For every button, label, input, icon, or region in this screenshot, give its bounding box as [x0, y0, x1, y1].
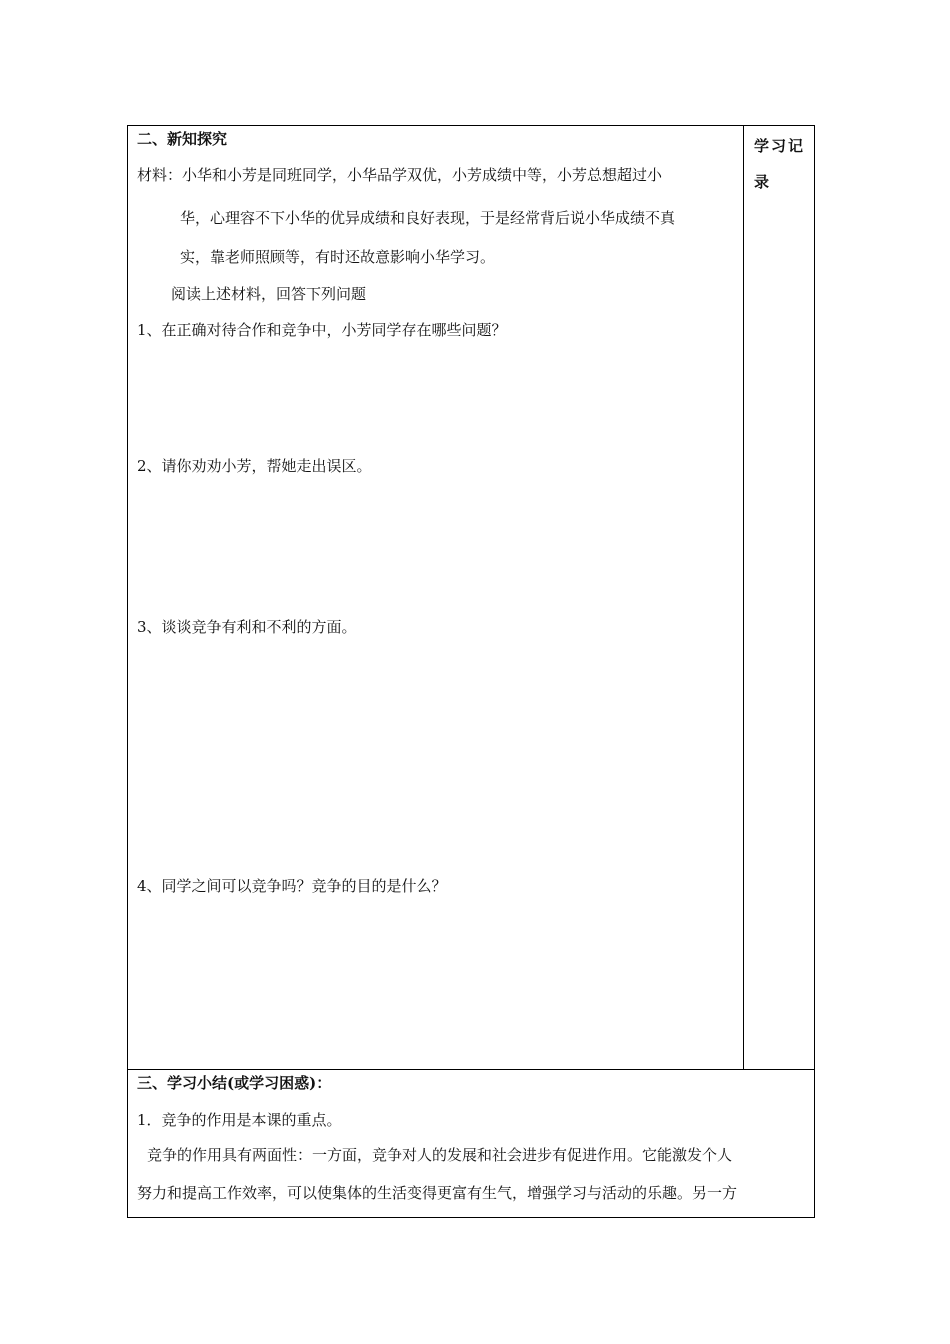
summary-line-2: 竞争的作用具有两面性：一方面，竞争对人的发展和社会进步有促进作用。它能激发个人	[147, 1146, 733, 1164]
study-notes-label: 学习记录	[754, 137, 806, 191]
material-line-2: 华，心理容不下小华的优异成绩和良好表现，于是经常背后说小华成绩不真	[180, 209, 676, 227]
question-1: 1、在正确对待合作和竞争中，小芳同学存在哪些问题？	[137, 321, 507, 339]
material-line-1: 材料：小华和小芳是同班同学，小华品学双优，小芳成绩中等，小芳总想超过小	[137, 166, 663, 184]
column-divider	[743, 126, 744, 1069]
question-4: 4、同学之间可以竞争吗？竞争的目的是什么？	[137, 877, 447, 895]
row-divider	[128, 1069, 814, 1070]
section-title-explore: 二、新知探究	[137, 130, 228, 148]
question-2: 2、请你劝劝小芳，帮她走出误区。	[137, 457, 372, 475]
summary-line-3: 努力和提高工作效率，可以使集体的生活变得更富有生气，增强学习与活动的乐趣。另一方	[137, 1184, 738, 1202]
material-line-3: 实，靠老师照顾等，有时还故意影响小华学习。	[180, 248, 496, 266]
section-title-summary: 三、学习小结(或学习困惑)：	[137, 1074, 332, 1092]
worksheet-table	[127, 125, 815, 1218]
instruction-text: 阅读上述材料，回答下列问题	[171, 285, 367, 303]
summary-line-1: 1．竞争的作用是本课的重点。	[137, 1111, 342, 1129]
question-3: 3、谈谈竞争有利和不利的方面。	[137, 618, 357, 636]
